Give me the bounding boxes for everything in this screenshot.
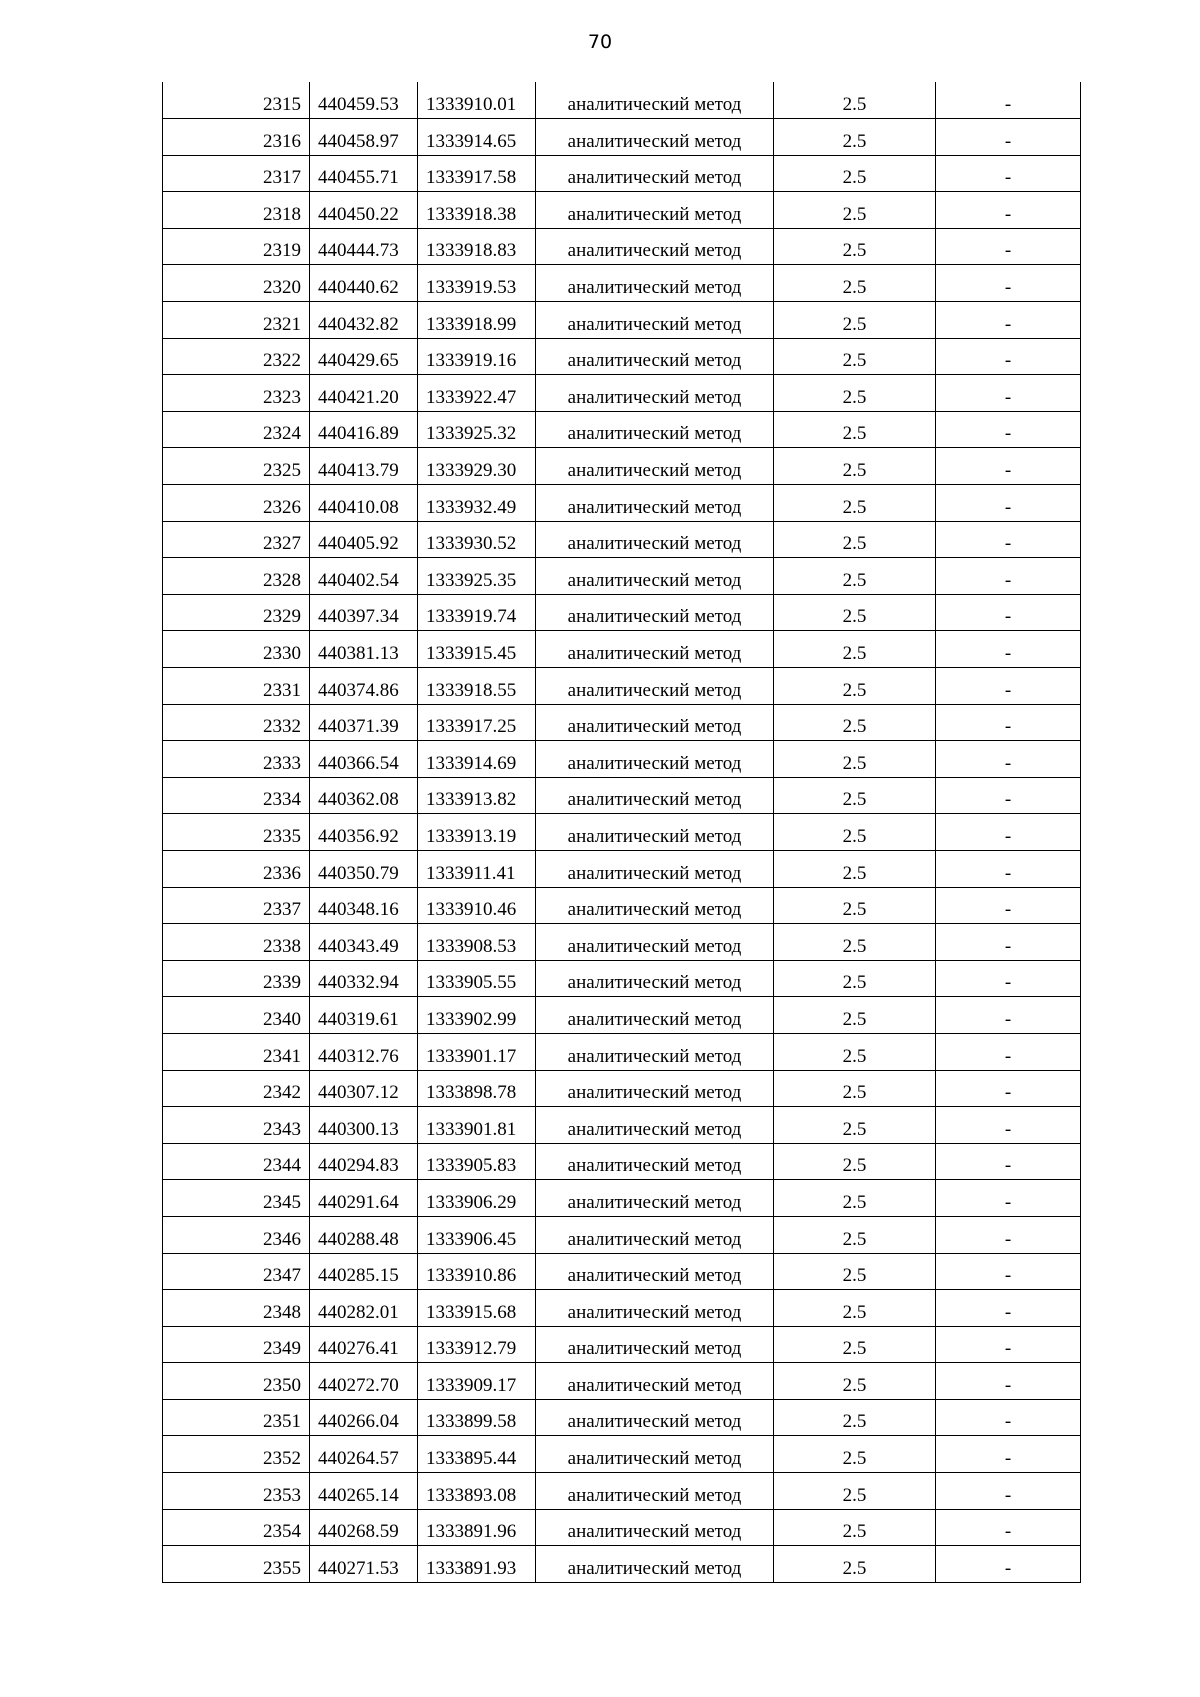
table-row xyxy=(163,228,1081,265)
table-row xyxy=(163,265,1081,302)
method-cell: аналитический метод xyxy=(536,119,774,156)
y-coordinate-cell: 1333899.58 xyxy=(418,1399,536,1436)
table-row xyxy=(163,1509,1081,1546)
x-coordinate-cell: 440405.92 xyxy=(310,521,418,558)
accuracy-cell: 2.5 xyxy=(774,777,936,814)
point-number-cell: 2333 xyxy=(163,741,310,778)
note-cell: - xyxy=(936,1546,1081,1583)
note-cell: - xyxy=(936,704,1081,741)
accuracy-cell: 2.5 xyxy=(774,1143,936,1180)
accuracy-cell: 2.5 xyxy=(774,82,936,119)
x-coordinate-cell: 440410.08 xyxy=(310,485,418,522)
note-cell: - xyxy=(936,997,1081,1034)
method-cell: аналитический метод xyxy=(536,1363,774,1400)
y-coordinate-cell: 1333925.32 xyxy=(418,411,536,448)
y-coordinate-cell: 1333891.96 xyxy=(418,1509,536,1546)
table-row xyxy=(163,558,1081,595)
y-coordinate-cell: 1333905.83 xyxy=(418,1143,536,1180)
point-number-cell: 2342 xyxy=(163,1070,310,1107)
method-cell: аналитический метод xyxy=(536,448,774,485)
table-row xyxy=(163,1070,1081,1107)
x-coordinate-cell: 440332.94 xyxy=(310,960,418,997)
note-cell: - xyxy=(936,485,1081,522)
point-number-cell: 2341 xyxy=(163,1033,310,1070)
y-coordinate-cell: 1333918.99 xyxy=(418,302,536,339)
accuracy-cell: 2.5 xyxy=(774,1363,936,1400)
point-number-cell: 2325 xyxy=(163,448,310,485)
coordinates-table-body xyxy=(163,82,1081,1582)
y-coordinate-cell: 1333902.99 xyxy=(418,997,536,1034)
point-number-cell: 2348 xyxy=(163,1290,310,1327)
y-coordinate-cell: 1333911.41 xyxy=(418,850,536,887)
y-coordinate-cell: 1333918.55 xyxy=(418,668,536,705)
accuracy-cell: 2.5 xyxy=(774,631,936,668)
method-cell: аналитический метод xyxy=(536,228,774,265)
point-number-cell: 2345 xyxy=(163,1180,310,1217)
y-coordinate-cell: 1333918.83 xyxy=(418,228,536,265)
table-row xyxy=(163,82,1081,119)
table-row xyxy=(163,521,1081,558)
table-row xyxy=(163,1473,1081,1510)
y-coordinate-cell: 1333910.46 xyxy=(418,887,536,924)
table-row xyxy=(163,302,1081,339)
method-cell: аналитический метод xyxy=(536,777,774,814)
method-cell: аналитический метод xyxy=(536,1143,774,1180)
note-cell: - xyxy=(936,82,1081,119)
x-coordinate-cell: 440264.57 xyxy=(310,1436,418,1473)
accuracy-cell: 2.5 xyxy=(774,228,936,265)
note-cell: - xyxy=(936,594,1081,631)
point-number-cell: 2336 xyxy=(163,850,310,887)
x-coordinate-cell: 440271.53 xyxy=(310,1546,418,1583)
accuracy-cell: 2.5 xyxy=(774,155,936,192)
note-cell: - xyxy=(936,155,1081,192)
x-coordinate-cell: 440291.64 xyxy=(310,1180,418,1217)
point-number-cell: 2340 xyxy=(163,997,310,1034)
point-number-cell: 2321 xyxy=(163,302,310,339)
accuracy-cell: 2.5 xyxy=(774,485,936,522)
accuracy-cell: 2.5 xyxy=(774,1290,936,1327)
method-cell: аналитический метод xyxy=(536,265,774,302)
y-coordinate-cell: 1333917.58 xyxy=(418,155,536,192)
table-row xyxy=(163,594,1081,631)
y-coordinate-cell: 1333898.78 xyxy=(418,1070,536,1107)
note-cell: - xyxy=(936,558,1081,595)
point-number-cell: 2344 xyxy=(163,1143,310,1180)
note-cell: - xyxy=(936,1180,1081,1217)
x-coordinate-cell: 440371.39 xyxy=(310,704,418,741)
note-cell: - xyxy=(936,302,1081,339)
method-cell: аналитический метод xyxy=(536,668,774,705)
method-cell: аналитический метод xyxy=(536,1436,774,1473)
point-number-cell: 2326 xyxy=(163,485,310,522)
accuracy-cell: 2.5 xyxy=(774,704,936,741)
accuracy-cell: 2.5 xyxy=(774,338,936,375)
x-coordinate-cell: 440366.54 xyxy=(310,741,418,778)
point-number-cell: 2315 xyxy=(163,82,310,119)
x-coordinate-cell: 440459.53 xyxy=(310,82,418,119)
note-cell: - xyxy=(936,448,1081,485)
y-coordinate-cell: 1333895.44 xyxy=(418,1436,536,1473)
accuracy-cell: 2.5 xyxy=(774,1107,936,1144)
note-cell: - xyxy=(936,192,1081,229)
x-coordinate-cell: 440374.86 xyxy=(310,668,418,705)
point-number-cell: 2355 xyxy=(163,1546,310,1583)
point-number-cell: 2346 xyxy=(163,1216,310,1253)
method-cell: аналитический метод xyxy=(536,1326,774,1363)
method-cell: аналитический метод xyxy=(536,960,774,997)
point-number-cell: 2339 xyxy=(163,960,310,997)
accuracy-cell: 2.5 xyxy=(774,814,936,851)
accuracy-cell: 2.5 xyxy=(774,1180,936,1217)
method-cell: аналитический метод xyxy=(536,814,774,851)
y-coordinate-cell: 1333901.17 xyxy=(418,1033,536,1070)
x-coordinate-cell: 440266.04 xyxy=(310,1399,418,1436)
method-cell: аналитический метод xyxy=(536,1546,774,1583)
accuracy-cell: 2.5 xyxy=(774,1326,936,1363)
note-cell: - xyxy=(936,1436,1081,1473)
accuracy-cell: 2.5 xyxy=(774,594,936,631)
x-coordinate-cell: 440450.22 xyxy=(310,192,418,229)
accuracy-cell: 2.5 xyxy=(774,1033,936,1070)
y-coordinate-cell: 1333915.68 xyxy=(418,1290,536,1327)
x-coordinate-cell: 440276.41 xyxy=(310,1326,418,1363)
x-coordinate-cell: 440444.73 xyxy=(310,228,418,265)
table-row xyxy=(163,485,1081,522)
method-cell: аналитический метод xyxy=(536,485,774,522)
note-cell: - xyxy=(936,960,1081,997)
note-cell: - xyxy=(936,777,1081,814)
x-coordinate-cell: 440429.65 xyxy=(310,338,418,375)
y-coordinate-cell: 1333922.47 xyxy=(418,375,536,412)
y-coordinate-cell: 1333915.45 xyxy=(418,631,536,668)
table-row xyxy=(163,375,1081,412)
x-coordinate-cell: 440397.34 xyxy=(310,594,418,631)
point-number-cell: 2322 xyxy=(163,338,310,375)
accuracy-cell: 2.5 xyxy=(774,960,936,997)
point-number-cell: 2338 xyxy=(163,924,310,961)
method-cell: аналитический метод xyxy=(536,997,774,1034)
x-coordinate-cell: 440265.14 xyxy=(310,1473,418,1510)
x-coordinate-cell: 440440.62 xyxy=(310,265,418,302)
x-coordinate-cell: 440381.13 xyxy=(310,631,418,668)
method-cell: аналитический метод xyxy=(536,338,774,375)
method-cell: аналитический метод xyxy=(536,155,774,192)
table-row xyxy=(163,1033,1081,1070)
accuracy-cell: 2.5 xyxy=(774,924,936,961)
note-cell: - xyxy=(936,521,1081,558)
y-coordinate-cell: 1333925.35 xyxy=(418,558,536,595)
note-cell: - xyxy=(936,1216,1081,1253)
y-coordinate-cell: 1333901.81 xyxy=(418,1107,536,1144)
y-coordinate-cell: 1333932.49 xyxy=(418,485,536,522)
note-cell: - xyxy=(936,1253,1081,1290)
accuracy-cell: 2.5 xyxy=(774,192,936,229)
table-row xyxy=(163,448,1081,485)
note-cell: - xyxy=(936,1290,1081,1327)
method-cell: аналитический метод xyxy=(536,887,774,924)
point-number-cell: 2319 xyxy=(163,228,310,265)
table-row xyxy=(163,1143,1081,1180)
x-coordinate-cell: 440432.82 xyxy=(310,302,418,339)
x-coordinate-cell: 440362.08 xyxy=(310,777,418,814)
x-coordinate-cell: 440421.20 xyxy=(310,375,418,412)
method-cell: аналитический метод xyxy=(536,521,774,558)
y-coordinate-cell: 1333910.86 xyxy=(418,1253,536,1290)
x-coordinate-cell: 440348.16 xyxy=(310,887,418,924)
table-row xyxy=(163,1326,1081,1363)
note-cell: - xyxy=(936,1399,1081,1436)
point-number-cell: 2349 xyxy=(163,1326,310,1363)
table-row xyxy=(163,741,1081,778)
y-coordinate-cell: 1333905.55 xyxy=(418,960,536,997)
point-number-cell: 2343 xyxy=(163,1107,310,1144)
method-cell: аналитический метод xyxy=(536,1216,774,1253)
accuracy-cell: 2.5 xyxy=(774,850,936,887)
y-coordinate-cell: 1333929.30 xyxy=(418,448,536,485)
note-cell: - xyxy=(936,814,1081,851)
point-number-cell: 2353 xyxy=(163,1473,310,1510)
method-cell: аналитический метод xyxy=(536,1473,774,1510)
y-coordinate-cell: 1333913.82 xyxy=(418,777,536,814)
method-cell: аналитический метод xyxy=(536,82,774,119)
y-coordinate-cell: 1333893.08 xyxy=(418,1473,536,1510)
point-number-cell: 2352 xyxy=(163,1436,310,1473)
point-number-cell: 2330 xyxy=(163,631,310,668)
table-row xyxy=(163,1399,1081,1436)
y-coordinate-cell: 1333906.29 xyxy=(418,1180,536,1217)
note-cell: - xyxy=(936,631,1081,668)
accuracy-cell: 2.5 xyxy=(774,1070,936,1107)
note-cell: - xyxy=(936,119,1081,156)
accuracy-cell: 2.5 xyxy=(774,997,936,1034)
method-cell: аналитический метод xyxy=(536,558,774,595)
method-cell: аналитический метод xyxy=(536,411,774,448)
y-coordinate-cell: 1333930.52 xyxy=(418,521,536,558)
table-row xyxy=(163,119,1081,156)
note-cell: - xyxy=(936,887,1081,924)
point-number-cell: 2350 xyxy=(163,1363,310,1400)
note-cell: - xyxy=(936,1363,1081,1400)
y-coordinate-cell: 1333919.53 xyxy=(418,265,536,302)
note-cell: - xyxy=(936,850,1081,887)
x-coordinate-cell: 440416.89 xyxy=(310,411,418,448)
method-cell: аналитический метод xyxy=(536,1107,774,1144)
table-row xyxy=(163,1180,1081,1217)
y-coordinate-cell: 1333908.53 xyxy=(418,924,536,961)
table-row xyxy=(163,155,1081,192)
y-coordinate-cell: 1333919.16 xyxy=(418,338,536,375)
note-cell: - xyxy=(936,1143,1081,1180)
table-row xyxy=(163,850,1081,887)
note-cell: - xyxy=(936,741,1081,778)
table-row xyxy=(163,887,1081,924)
accuracy-cell: 2.5 xyxy=(774,411,936,448)
accuracy-cell: 2.5 xyxy=(774,887,936,924)
method-cell: аналитический метод xyxy=(536,741,774,778)
method-cell: аналитический метод xyxy=(536,1509,774,1546)
x-coordinate-cell: 440307.12 xyxy=(310,1070,418,1107)
table-row xyxy=(163,924,1081,961)
method-cell: аналитический метод xyxy=(536,1180,774,1217)
x-coordinate-cell: 440288.48 xyxy=(310,1216,418,1253)
accuracy-cell: 2.5 xyxy=(774,119,936,156)
note-cell: - xyxy=(936,228,1081,265)
note-cell: - xyxy=(936,1033,1081,1070)
accuracy-cell: 2.5 xyxy=(774,448,936,485)
accuracy-cell: 2.5 xyxy=(774,1216,936,1253)
table-row xyxy=(163,1253,1081,1290)
note-cell: - xyxy=(936,411,1081,448)
accuracy-cell: 2.5 xyxy=(774,1473,936,1510)
point-number-cell: 2354 xyxy=(163,1509,310,1546)
x-coordinate-cell: 440300.13 xyxy=(310,1107,418,1144)
y-coordinate-cell: 1333912.79 xyxy=(418,1326,536,1363)
method-cell: аналитический метод xyxy=(536,631,774,668)
note-cell: - xyxy=(936,1326,1081,1363)
note-cell: - xyxy=(936,924,1081,961)
accuracy-cell: 2.5 xyxy=(774,1399,936,1436)
y-coordinate-cell: 1333918.38 xyxy=(418,192,536,229)
y-coordinate-cell: 1333913.19 xyxy=(418,814,536,851)
x-coordinate-cell: 440294.83 xyxy=(310,1143,418,1180)
point-number-cell: 2329 xyxy=(163,594,310,631)
table-row xyxy=(163,338,1081,375)
point-number-cell: 2328 xyxy=(163,558,310,595)
table-row xyxy=(163,960,1081,997)
point-number-cell: 2347 xyxy=(163,1253,310,1290)
point-number-cell: 2327 xyxy=(163,521,310,558)
accuracy-cell: 2.5 xyxy=(774,741,936,778)
table-row xyxy=(163,411,1081,448)
note-cell: - xyxy=(936,668,1081,705)
y-coordinate-cell: 1333906.45 xyxy=(418,1216,536,1253)
method-cell: аналитический метод xyxy=(536,850,774,887)
accuracy-cell: 2.5 xyxy=(774,1509,936,1546)
point-number-cell: 2324 xyxy=(163,411,310,448)
y-coordinate-cell: 1333914.69 xyxy=(418,741,536,778)
method-cell: аналитический метод xyxy=(536,375,774,412)
x-coordinate-cell: 440356.92 xyxy=(310,814,418,851)
note-cell: - xyxy=(936,1107,1081,1144)
point-number-cell: 2334 xyxy=(163,777,310,814)
coordinates-table xyxy=(162,82,1081,1583)
point-number-cell: 2335 xyxy=(163,814,310,851)
method-cell: аналитический метод xyxy=(536,1253,774,1290)
method-cell: аналитический метод xyxy=(536,302,774,339)
point-number-cell: 2317 xyxy=(163,155,310,192)
point-number-cell: 2331 xyxy=(163,668,310,705)
y-coordinate-cell: 1333909.17 xyxy=(418,1363,536,1400)
point-number-cell: 2320 xyxy=(163,265,310,302)
table-row xyxy=(163,631,1081,668)
y-coordinate-cell: 1333914.65 xyxy=(418,119,536,156)
x-coordinate-cell: 440272.70 xyxy=(310,1363,418,1400)
accuracy-cell: 2.5 xyxy=(774,375,936,412)
table-row xyxy=(163,704,1081,741)
x-coordinate-cell: 440455.71 xyxy=(310,155,418,192)
table-row xyxy=(163,814,1081,851)
x-coordinate-cell: 440350.79 xyxy=(310,850,418,887)
point-number-cell: 2318 xyxy=(163,192,310,229)
y-coordinate-cell: 1333910.01 xyxy=(418,82,536,119)
accuracy-cell: 2.5 xyxy=(774,1436,936,1473)
table-row xyxy=(163,1290,1081,1327)
table-row xyxy=(163,192,1081,229)
method-cell: аналитический метод xyxy=(536,1290,774,1327)
point-number-cell: 2337 xyxy=(163,887,310,924)
table-row xyxy=(163,1107,1081,1144)
method-cell: аналитический метод xyxy=(536,704,774,741)
x-coordinate-cell: 440285.15 xyxy=(310,1253,418,1290)
x-coordinate-cell: 440282.01 xyxy=(310,1290,418,1327)
y-coordinate-cell: 1333919.74 xyxy=(418,594,536,631)
method-cell: аналитический метод xyxy=(536,1399,774,1436)
method-cell: аналитический метод xyxy=(536,924,774,961)
page-number: 70 xyxy=(587,31,613,53)
table-row xyxy=(163,1216,1081,1253)
x-coordinate-cell: 440402.54 xyxy=(310,558,418,595)
note-cell: - xyxy=(936,1070,1081,1107)
table-row xyxy=(163,668,1081,705)
x-coordinate-cell: 440413.79 xyxy=(310,448,418,485)
note-cell: - xyxy=(936,1473,1081,1510)
note-cell: - xyxy=(936,265,1081,302)
point-number-cell: 2316 xyxy=(163,119,310,156)
method-cell: аналитический метод xyxy=(536,1033,774,1070)
x-coordinate-cell: 440268.59 xyxy=(310,1509,418,1546)
x-coordinate-cell: 440319.61 xyxy=(310,997,418,1034)
point-number-cell: 2351 xyxy=(163,1399,310,1436)
note-cell: - xyxy=(936,375,1081,412)
y-coordinate-cell: 1333891.93 xyxy=(418,1546,536,1583)
point-number-cell: 2323 xyxy=(163,375,310,412)
method-cell: аналитический метод xyxy=(536,1070,774,1107)
note-cell: - xyxy=(936,338,1081,375)
y-coordinate-cell: 1333917.25 xyxy=(418,704,536,741)
x-coordinate-cell: 440458.97 xyxy=(310,119,418,156)
x-coordinate-cell: 440312.76 xyxy=(310,1033,418,1070)
table-row xyxy=(163,1436,1081,1473)
table-row xyxy=(163,1546,1081,1583)
accuracy-cell: 2.5 xyxy=(774,265,936,302)
accuracy-cell: 2.5 xyxy=(774,668,936,705)
table-row xyxy=(163,1363,1081,1400)
method-cell: аналитический метод xyxy=(536,594,774,631)
accuracy-cell: 2.5 xyxy=(774,1546,936,1583)
accuracy-cell: 2.5 xyxy=(774,521,936,558)
note-cell: - xyxy=(936,1509,1081,1546)
x-coordinate-cell: 440343.49 xyxy=(310,924,418,961)
table-row xyxy=(163,777,1081,814)
table-row xyxy=(163,997,1081,1034)
point-number-cell: 2332 xyxy=(163,704,310,741)
accuracy-cell: 2.5 xyxy=(774,302,936,339)
accuracy-cell: 2.5 xyxy=(774,1253,936,1290)
accuracy-cell: 2.5 xyxy=(774,558,936,595)
method-cell: аналитический метод xyxy=(536,192,774,229)
